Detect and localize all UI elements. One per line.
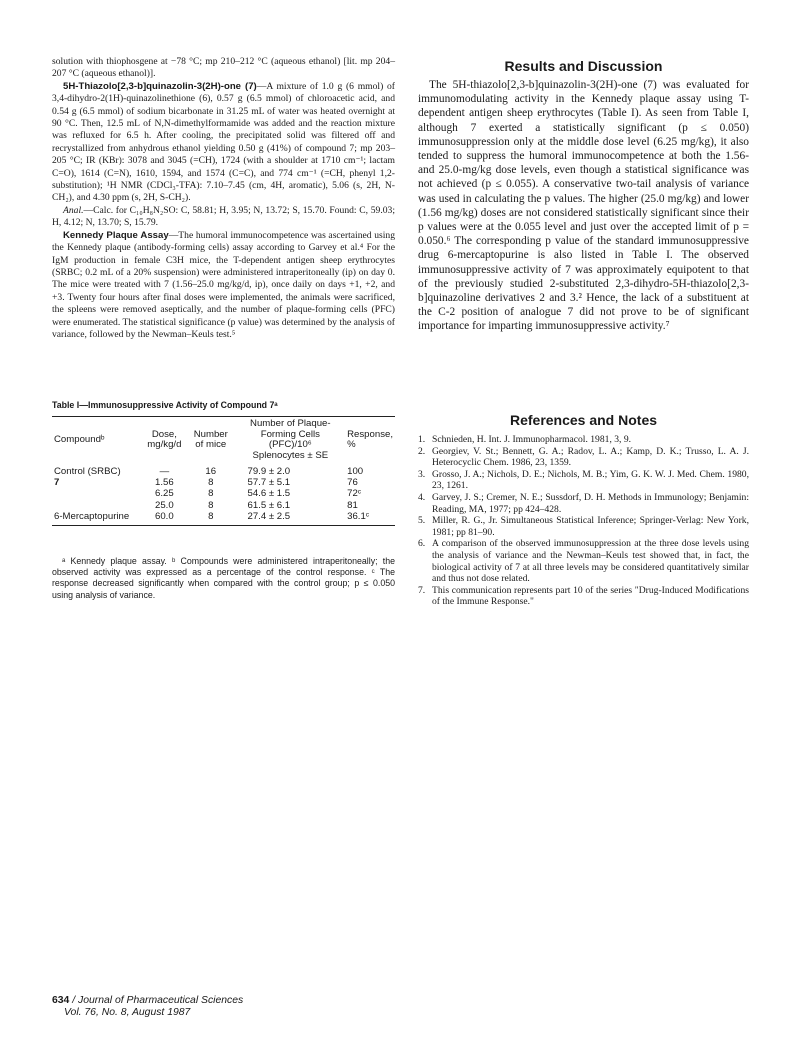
paragraph-heading: Kennedy Plaque Assay	[63, 229, 169, 241]
paragraph-heading: Anal.	[63, 204, 84, 216]
results-paragraph: The 5H-thiazolo[2,3-b]quinazolin-3(2H)-one (7) was evaluated for immunomodulating activity in the Kennedy plaque assay using T-dependent antigen sheep erythrocytes (Table I). As seen from Table I, although 7 exerted a statistically significant (p ≤ 0.050) immunosuppression only at the middle dose level (6.25 mg/kg), it also tended to suppress the humoral immunocompetence at both the 1.56- and 25.0-mg/kg dose levels, even though a statistical significance was not achieved (p ≤ 0.055). A conservative two-tail analysis of variance was used in calculating the p values. The higher (25.0 mg/kg) and lower (1.56 mg/kg) doses are not considered statistically significant since their p values were at the 0.055 level and just over the accepted limit of p = 0.050.⁶ The corresponding p value of the standard immunosuppressive drug 6-mercaptopurine is also listed in Table I. The observed immunosuppressive activity of 7 was approximately equipotent to that of the previously studied 2-substituted 2,3-dihydro-5H-thiazolo[2,3-b]quinazoline derivatives 2 and 3.² Hence, the lack of a substituent at the C-2 position of analogue 7 did not prove to be of significant importance for imparting immunosuppressive activity.⁷	[418, 79, 749, 333]
paragraph-analysis	[52, 205, 395, 230]
reference-number: 2.	[418, 445, 426, 457]
table-cell: —	[159, 466, 170, 477]
table-cell: 72ᶜ	[347, 488, 362, 500]
right-column	[418, 56, 749, 334]
table-cell	[52, 500, 141, 511]
table-cell: 36.1ᶜ	[335, 511, 395, 526]
table-cell: 6.25	[155, 488, 174, 500]
reference-text: Schnieden, H. Int. J. Immunopharmacol. 1981, 3, 9.	[432, 434, 632, 445]
reference-item	[418, 585, 749, 608]
section-heading-results: Results and Discussion	[504, 58, 663, 74]
column-header: Number of Plaque-Forming Cells (PFC)/10⁶ Splenocytes ± SE	[234, 417, 336, 464]
reference-text: Grosso, J. A.; Nichols, D. E.; Nichols, M. B.; Yim, G. K. W. J. Med. Chem. 1980, 23, 1261.	[432, 468, 749, 492]
reference-number: 4.	[418, 491, 426, 503]
column-header: Dose, mg/kg/d	[141, 417, 188, 464]
table-footnote: ᵃ Kennedy plaque assay. ᵇ Compounds were administered intraperitoneally; the observed activity was expressed as a percentage of the control response. ᶜ The response decreased significantly when compared with the control group; p ≤ 0.050 using analysis of variance.	[52, 556, 395, 600]
reference-number: 3.	[418, 468, 426, 480]
table-cell: 8	[208, 488, 214, 500]
table-cell: 54.6 ± 1.5	[247, 488, 291, 500]
table-cell: Control (SRBC)	[54, 466, 121, 477]
journal-name: / Journal of Pharmaceutical Sciences	[69, 995, 244, 1006]
reference-number: 6.	[418, 538, 426, 550]
reference-item	[418, 446, 749, 469]
reference-number: 7.	[418, 584, 426, 596]
table-cell: 1.56	[155, 477, 174, 489]
table-row	[52, 477, 395, 488]
table-cell: 60.0	[141, 511, 188, 526]
reference-text: A comparison of the observed immunosuppression at the three dose levels using the analysis of variance and the Newman–Keuls test showed that, in fact, the biological activity of 7 at all three levels may be considered quantitatively similar and thus not dose related.	[432, 538, 749, 585]
reference-item	[418, 515, 749, 538]
table-cell: 76	[347, 477, 358, 489]
reference-text: Georgiev, V. St.; Bennett, G. A.; Radov, L. A.; Kamp, D. K.; Trusso, L. A. J. Heterocyclic Chem. 1986, 23, 1359.	[432, 445, 749, 469]
table-cell: 7	[54, 477, 60, 489]
left-column	[52, 56, 395, 341]
reference-item	[418, 469, 749, 492]
paragraph-heading: 5H-Thiazolo[2,3-b]quinazolin-3(2H)-one (7)	[63, 80, 257, 92]
table-cell: 8	[208, 477, 214, 489]
table-cell: 57.7 ± 5.1	[247, 477, 291, 489]
paragraph-text: —The humoral immunocompetence was ascertained using the Kennedy plaque (antibody-forming cells) assay according to Garvey et al.⁴ For the IgM production in female C3H mice, the T-dependent antigen sheep erythrocytes (SRBC; 0.2 mL of a 20% suspension) were administered intraperitoneally (ip) on day 0. The mice were treated with 7 (1.56–25.0 mg/kg/d, ip), once daily on days +1, +2, and +3. Twenty four hours after final doses were implemented, the animals were sacrificed, the spleens were removed aseptically, and the number of plaque-forming cells (PFC) were enumerated. The statistical significance (p value) was determined by the analysis of variance, followed by the Newman–Keuls test.⁵	[52, 229, 396, 340]
table-title: Table I—Immunosuppressive Activity of Compound 7ᵃ	[52, 400, 278, 410]
table-cell: 61.5 ± 6.1	[247, 499, 291, 511]
reference-text: Garvey, J. S.; Cremer, N. E.; Sussdorf, D. H. Methods in Immunology; Benjamin: Reading, MA, 1977; pp 424–428.	[432, 491, 749, 515]
column-header: Compoundᵇ	[52, 417, 141, 464]
column-header: Number of mice	[188, 417, 233, 464]
table-row	[52, 463, 395, 477]
paragraph-text: —Calc. for C₁₀H₈N₂SO: C, 58.81; H, 3.95; N, 13.72; S, 15.70. Found: C, 59.03; H, 4.12; N, 13.70; S, 15.79.	[52, 204, 395, 229]
table-cell: 100	[347, 466, 364, 477]
reference-text: This communication represents part 10 of the series "Drug-Induced Modifications of the Immune Response."	[432, 584, 749, 608]
table-row	[52, 511, 395, 526]
reference-number: 5.	[418, 515, 426, 527]
results-table	[52, 416, 395, 526]
paragraph-synthesis-end: solution with thiophosgene at −78 °C; mp 210–212 °C (aqueous ethanol) [lit. mp 204–207 °C (aqueous ethanol)].	[52, 56, 395, 80]
paragraph-compound-7	[52, 81, 395, 205]
table-cell: 8	[188, 511, 233, 526]
column-header: Response, %	[335, 417, 395, 464]
reference-item	[418, 538, 749, 584]
page-number: 634	[52, 995, 70, 1006]
section-heading-references: References and Notes	[509, 412, 658, 428]
table-cell: 6-Mercaptopurine	[52, 511, 141, 526]
references-list	[418, 434, 749, 608]
paragraph-text: —A mixture of 1.0 g (6 mmol) of 3,4-dihydro-2(1H)-quinazolinethione (6), 0.57 g (6.5 mmol) of chloroacetic acid, and 0.54 g (6.5 mmol) of sodium bicarbonate in 31.25 mL of water was heated overnight at 90 °C. Then, 12.5 mL of N,N-dimethylformamide was added and the reaction mixture was refluxed for 6.5 h. After cooling, the precipitated solid was filtered off and recrystallized from anhydrous ethanol yielding 0.50 g (41%) of compound 7; mp 203–205 °C; IR (KBr): 3078 and 3045 (=CH), 1724 (with a shoulder at 1710 cm⁻¹; lactam C=O), 1614 (C=N), 1610, 1594, and 1574 (C=C), and 774 cm⁻¹ (=CH, phenyl 1,2-substitution); ¹H NMR (CDCl₃-TFA): 7.10–7.45 (cm, 4H, aromatic), 5.06 (s, 2H, N-CH₂), and 4.30 ppm (s, 2H, S-CH₂).	[52, 80, 395, 204]
reference-item	[418, 434, 749, 446]
table-cell: 27.4 ± 2.5	[234, 511, 336, 526]
reference-item	[418, 492, 749, 515]
table-cell: 25.0	[155, 499, 174, 511]
reference-text: Miller, R. G., Jr. Simultaneous Statistical Inference; Springer-Verlag: New York, 1981; pp 81–90.	[432, 515, 749, 538]
table-cell	[52, 488, 141, 499]
reference-number: 1.	[418, 434, 426, 445]
table-cell: 79.9 ± 2.0	[247, 466, 291, 477]
paragraph-plaque-assay	[52, 230, 395, 342]
page-footer	[52, 995, 243, 1019]
table-cell: 81	[347, 499, 358, 511]
journal-volume: Vol. 76, No. 8, August 1987	[64, 1007, 191, 1018]
table-row	[52, 500, 395, 511]
journal-line	[52, 995, 243, 1007]
table-cell: 8	[208, 499, 214, 511]
table-cell: 16	[205, 466, 217, 477]
table-row	[52, 488, 395, 499]
